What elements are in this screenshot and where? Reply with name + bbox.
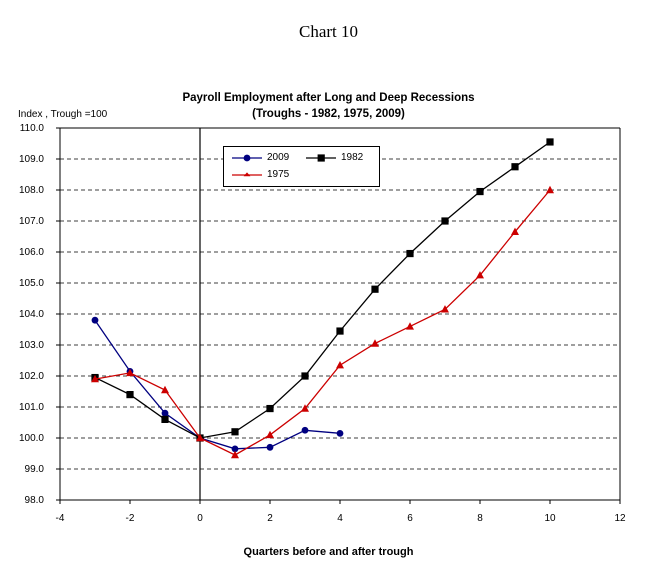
data-point-1975 bbox=[161, 386, 169, 393]
data-point-2009 bbox=[92, 317, 99, 324]
data-point-1982 bbox=[406, 250, 413, 257]
x-tick-label: 2 bbox=[267, 513, 273, 524]
y-tick-label: 107.0 bbox=[18, 216, 44, 227]
legend bbox=[223, 146, 380, 187]
data-point-2009 bbox=[302, 427, 309, 434]
x-tick-label: 8 bbox=[477, 513, 483, 524]
data-point-1975 bbox=[406, 322, 414, 329]
y-tick-label: 104.0 bbox=[18, 309, 44, 320]
page-title: Chart 10 bbox=[298, 22, 359, 41]
index-note: Index , Trough =100 bbox=[18, 109, 108, 120]
x-axis-label: Quarters before and after trough bbox=[243, 546, 414, 558]
data-point-1975 bbox=[231, 451, 239, 458]
x-tick-label: -2 bbox=[125, 513, 135, 524]
data-point-1975 bbox=[371, 339, 379, 346]
data-point-1982 bbox=[511, 163, 518, 170]
x-tick-label: -4 bbox=[55, 513, 65, 524]
legend-label-1982: 1982 bbox=[341, 152, 364, 163]
data-point-2009 bbox=[162, 410, 169, 417]
data-point-1982 bbox=[266, 405, 273, 412]
y-tick-label: 109.0 bbox=[18, 154, 44, 165]
data-point-1982 bbox=[441, 217, 448, 224]
data-point-1982 bbox=[476, 188, 483, 195]
data-point-1982 bbox=[161, 416, 168, 423]
data-point-1982 bbox=[546, 138, 553, 145]
y-tick-label: 108.0 bbox=[18, 185, 44, 196]
data-point-1975 bbox=[336, 361, 344, 368]
x-tick-label: 4 bbox=[337, 513, 343, 524]
data-point-2009 bbox=[337, 430, 344, 437]
x-tick-label: 10 bbox=[544, 513, 556, 524]
x-tick-label: 12 bbox=[614, 513, 626, 524]
x-tick-label: 0 bbox=[197, 513, 203, 524]
y-tick-label: 101.0 bbox=[18, 402, 44, 413]
y-tick-label: 106.0 bbox=[18, 247, 44, 258]
x-tick-label: 6 bbox=[407, 513, 413, 524]
data-point-2009 bbox=[267, 444, 274, 451]
data-point-1982 bbox=[336, 327, 343, 334]
legend-label-1975: 1975 bbox=[267, 169, 290, 180]
data-point-1975 bbox=[266, 431, 274, 438]
data-point-1982 bbox=[231, 428, 238, 435]
legend-label-2009: 2009 bbox=[267, 152, 290, 163]
y-tick-label: 98.0 bbox=[24, 495, 44, 506]
chart-subtitle: (Troughs - 1982, 1975, 2009) bbox=[252, 108, 405, 120]
y-tick-label: 100.0 bbox=[18, 433, 44, 444]
chart-title: Payroll Employment after Long and Deep Recessions bbox=[182, 92, 475, 104]
y-tick-label: 103.0 bbox=[18, 340, 44, 351]
data-point-1982 bbox=[301, 372, 308, 379]
y-tick-label: 102.0 bbox=[18, 371, 44, 382]
y-tick-label: 99.0 bbox=[24, 464, 44, 475]
data-point-1975 bbox=[546, 186, 554, 193]
data-point-1982 bbox=[126, 391, 133, 398]
y-tick-label: 105.0 bbox=[18, 278, 44, 289]
y-tick-label: 110.0 bbox=[19, 123, 44, 134]
data-point-1982 bbox=[371, 286, 378, 293]
